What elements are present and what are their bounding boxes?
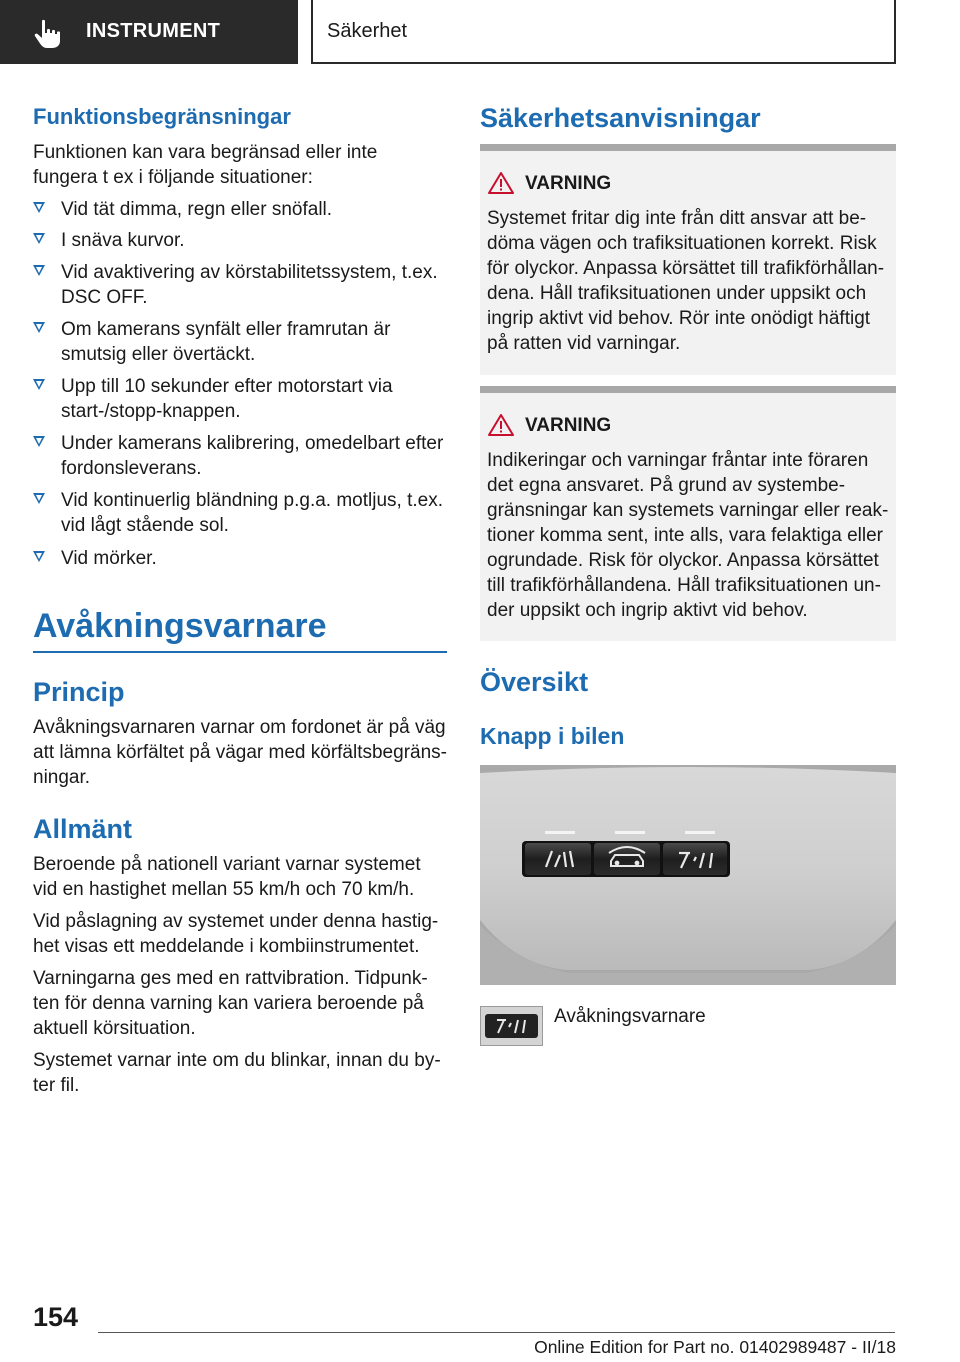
safety-heading: Säkerhetsanvisningar (480, 103, 761, 133)
warning-triangle-icon (488, 171, 514, 195)
warning-text: Systemet fritar dig inte från ditt ansvar att be-döma vägen och trafiksituationen korrekt. Risk för olyckor. Anpassa körsättet till trafikförhållan-dena. Håll trafiksituationen under uppsikt och ingrip aktivt vid behov. Rör inte onödigt häftigt på ratten vid varningar. (487, 208, 885, 354)
overview-heading: Översikt (480, 667, 589, 697)
page-number: 154 (33, 1302, 79, 1332)
button-caption: Avåkningsvarnare (554, 1006, 706, 1027)
button-thumbnail (480, 1006, 543, 1046)
button-panel-photo (480, 765, 896, 985)
general-paragraph: Varningarna ges med en rattvibration. Tidpunk-ten för denna varning kan variera beroende på aktuell körsituation. (33, 968, 428, 1039)
principle-heading: Princip (33, 677, 125, 707)
general-paragraph: Vid påslagning av systemet under denna hastig-het visas ett meddelande i kombiinstrumentet. (33, 911, 439, 957)
section-tab[interactable] (311, 0, 896, 64)
limits-heading: Funktionsbegränsningar (33, 104, 291, 129)
warning-box (480, 144, 896, 375)
button-heading: Knapp i bilen (480, 723, 625, 749)
general-heading: Allmänt (33, 814, 133, 844)
principle-text: Avåkningsvarnaren varnar om fordonet är på väg att lämna körfältet på vägar med körfältsbegräns-ningar. (33, 717, 447, 788)
chapter-label: INSTRUMENT (86, 20, 221, 42)
section-label: Säkerhet (327, 20, 408, 42)
warning-triangle-icon (488, 413, 514, 437)
warning-box (480, 386, 896, 641)
limits-intro: Funktionen kan vara begränsad eller inte fungera t ex i följande situationer: (33, 142, 378, 188)
warning-title: VARNING (525, 173, 612, 194)
edition-info: Online Edition for Part no. 01402989487 - II/18 (534, 1337, 896, 1357)
general-paragraph: Beroende på nationell variant varnar systemet vid en hastighet mellan 55 km/h och 70 km/h. (33, 854, 421, 900)
general-paragraph: Systemet varnar inte om du blinkar, innan du by-ter fil. (33, 1050, 441, 1096)
main-heading-rule (33, 651, 447, 653)
footer-rule (98, 1332, 895, 1333)
lane-departure-icon (481, 1007, 542, 1045)
main-heading: Avåkningsvarnare (33, 607, 327, 645)
warning-title: VARNING (525, 415, 612, 436)
chapter-tab[interactable] (0, 0, 298, 64)
hand-pointer-icon (34, 19, 66, 49)
warning-text: Indikeringar och varningar fråntar inte föraren det egna ansvaret. På grund av systembe-gränsningar kan systemets varningar eller reak-tioner komma sent, inte alls, vara felaktiga eller ogrundade. Risk för olyckor. Anpassa körsättet till trafikförhållandena. Håll trafiksituationen un-der uppsikt och ingrip aktivt vid behov. (487, 450, 889, 621)
